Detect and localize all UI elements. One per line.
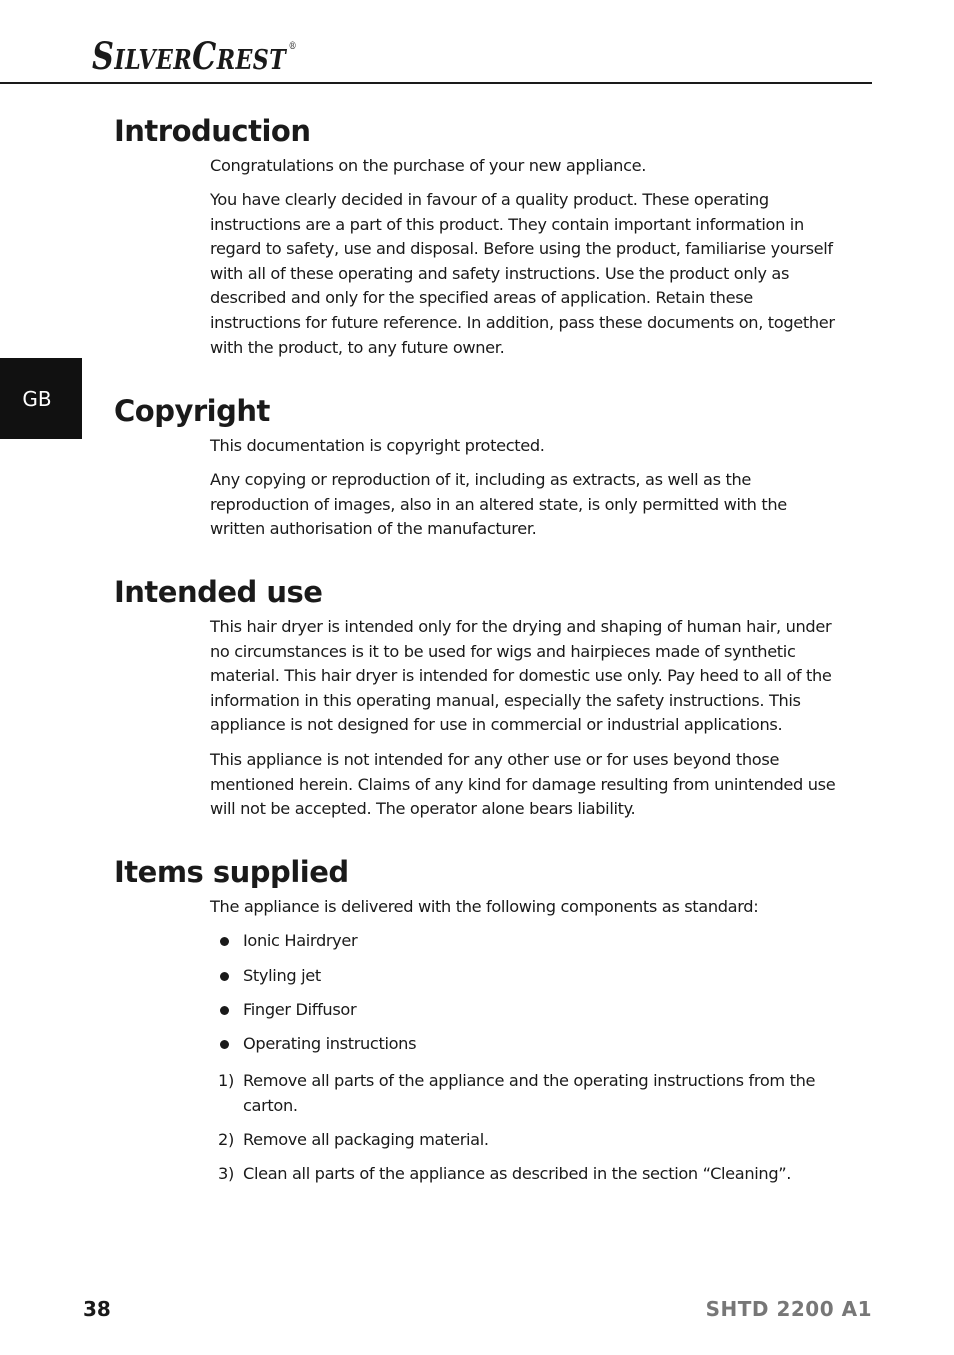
copyright-paragraph-1: This documentation is copyright protected. <box>210 436 545 455</box>
page-number: 38 <box>83 1297 111 1321</box>
step-text: Remove all parts of the appliance and the operating instructions from the carton. <box>243 1071 816 1115</box>
step-number: 1) <box>218 1071 234 1090</box>
intended-use-heading: Intended use <box>114 575 323 609</box>
introduction-paragraph-1: Congratulations on the purchase of your new appliance. <box>210 156 647 175</box>
model-number: SHTD 2200 A1 <box>705 1297 872 1321</box>
items-supplied-intro: The appliance is delivered with the following components as standard: <box>210 897 759 916</box>
step-text: Remove all packaging material. <box>243 1130 489 1149</box>
introduction-heading: Introduction <box>114 114 311 148</box>
step-text: Clean all parts of the appliance as described in the section “Cleaning”. <box>243 1164 792 1183</box>
step-number: 3) <box>218 1164 234 1183</box>
bullet-icon <box>220 1006 229 1015</box>
copyright-heading: Copyright <box>114 394 270 428</box>
silvercrest-logo: SILVERCREST ® <box>92 34 298 78</box>
bullet-icon <box>220 1040 229 1049</box>
header-divider <box>0 82 872 84</box>
items-supplied-heading: Items supplied <box>114 855 349 889</box>
step-number: 2) <box>218 1130 234 1149</box>
introduction-paragraph-2: You have clearly decided in favour of a quality product. These operating instructions are a part of this product. They contain important information in regard to safety, use and disposal. Before using the product, familiarise yourself with all of these operating and safety instructions. Use the product only as described and only for the specified areas of application. Retain these instructions for future reference. In addition, pass these documents on, together with the product, to any future owner. <box>210 190 835 357</box>
language-tab: GB <box>0 358 82 439</box>
bullet-icon <box>220 937 229 946</box>
copyright-paragraph-2: Any copying or reproduction of it, including as extracts, as well as the reproduction of images, also in an altered state, is only permitted with the written authorisation of the manufacturer. <box>210 470 787 539</box>
bullet-icon <box>220 972 229 981</box>
intended-use-paragraph-2: This appliance is not intended for any other use or for uses beyond those mentioned herein. Claims of any kind for damage resulting from unintended use will not be accepted. The operator alone bears liability. <box>210 750 836 819</box>
intended-use-paragraph-1: This hair dryer is intended only for the drying and shaping of human hair, under no circumstances is it to be used for wigs and hairpieces made of synthetic material. This hair dryer is intended for domestic use only. Pay heed to all of the information in this operating manual, especially the safety instructions. This appliance is not designed for use in commercial or industrial applications. <box>210 617 832 735</box>
